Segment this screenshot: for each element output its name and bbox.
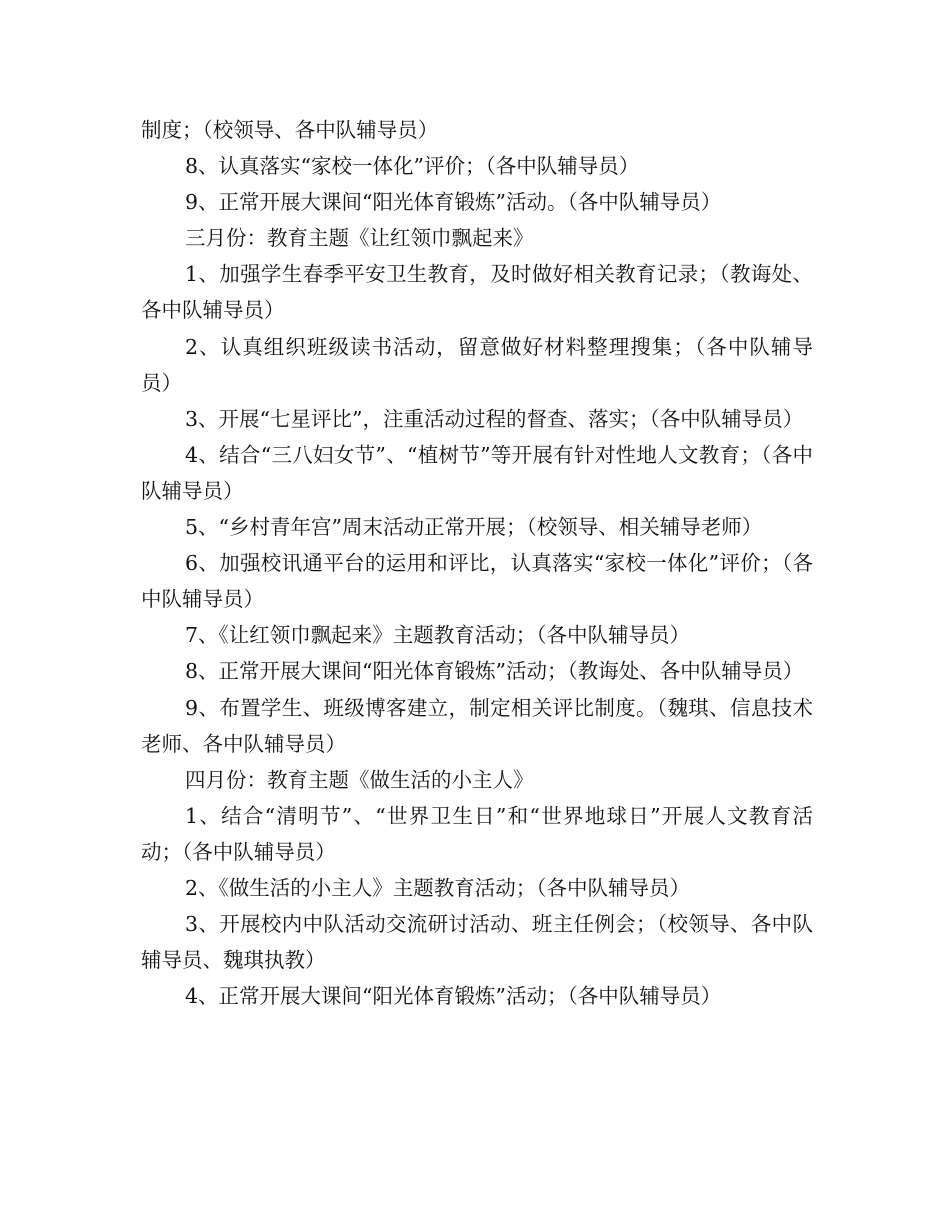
paragraph-1: 8、认真落实“家校一体化”评价；（各中队辅导员） xyxy=(185,154,640,179)
paragraph-5: 2、认真组织班级读书活动，留意做好材料整理搜集；（各中队辅导员） xyxy=(141,334,813,395)
section-heading-march: 三月份：教育主题《让红领巾飘起来》 xyxy=(185,226,534,251)
paragraph-15: 2、《做生活的小主人》主题教育活动；（各中队辅导员） xyxy=(185,875,691,900)
paragraph-11: 8、正常开展大课间“阳光体育锻炼”活动；（教诲处、各中队辅导员） xyxy=(185,659,804,684)
paragraph-0: 制度；（校领导、各中队辅导员） xyxy=(141,118,439,142)
paragraph-14: 1、结合“清明节”、“世界卫生日”和“世界地球日”开展人文教育活动；（各中队辅导员） xyxy=(141,803,813,864)
paragraph-2: 9、正常开展大课间“阳光体育锻炼”活动。（各中队辅导员） xyxy=(185,190,722,215)
paragraph-7: 4、结合“三八妇女节”、“植树节”等开展有针对性地人文教育；（各中队辅导员） xyxy=(141,442,813,503)
paragraph-17: 4、正常开展大课间“阳光体育锻炼”活动；（各中队辅导员） xyxy=(185,984,722,1009)
section-heading-april: 四月份：教育主题《做生活的小主人》 xyxy=(185,767,534,792)
document-body xyxy=(141,112,813,1014)
paragraph-6: 3、开展“七星评比”，注重活动过程的督查、落实；（各中队辅导员） xyxy=(185,406,804,431)
paragraph-12: 9、布置学生、班级博客建立，制定相关评比制度。（魏琪、信息技术老师、各中队辅导员） xyxy=(141,695,813,756)
paragraph-8: 5、“乡村青年宫”周末活动正常开展；（校领导、相关辅导老师） xyxy=(185,515,763,540)
paragraph-4: 1、加强学生春季平安卫生教育，及时做好相关教育记录；（教诲处、各中队辅导员） xyxy=(141,262,813,323)
paragraph-10: 7、《让红领巾飘起来》主题教育活动；（各中队辅导员） xyxy=(185,623,691,648)
paragraph-16: 3、开展校内中队活动交流研讨活动、班主任例会；（校领导、各中队辅导员、魏琪执教） xyxy=(141,912,813,973)
paragraph-9: 6、加强校讯通平台的运用和评比，认真落实“家校一体化”评价；（各中队辅导员） xyxy=(141,551,813,612)
